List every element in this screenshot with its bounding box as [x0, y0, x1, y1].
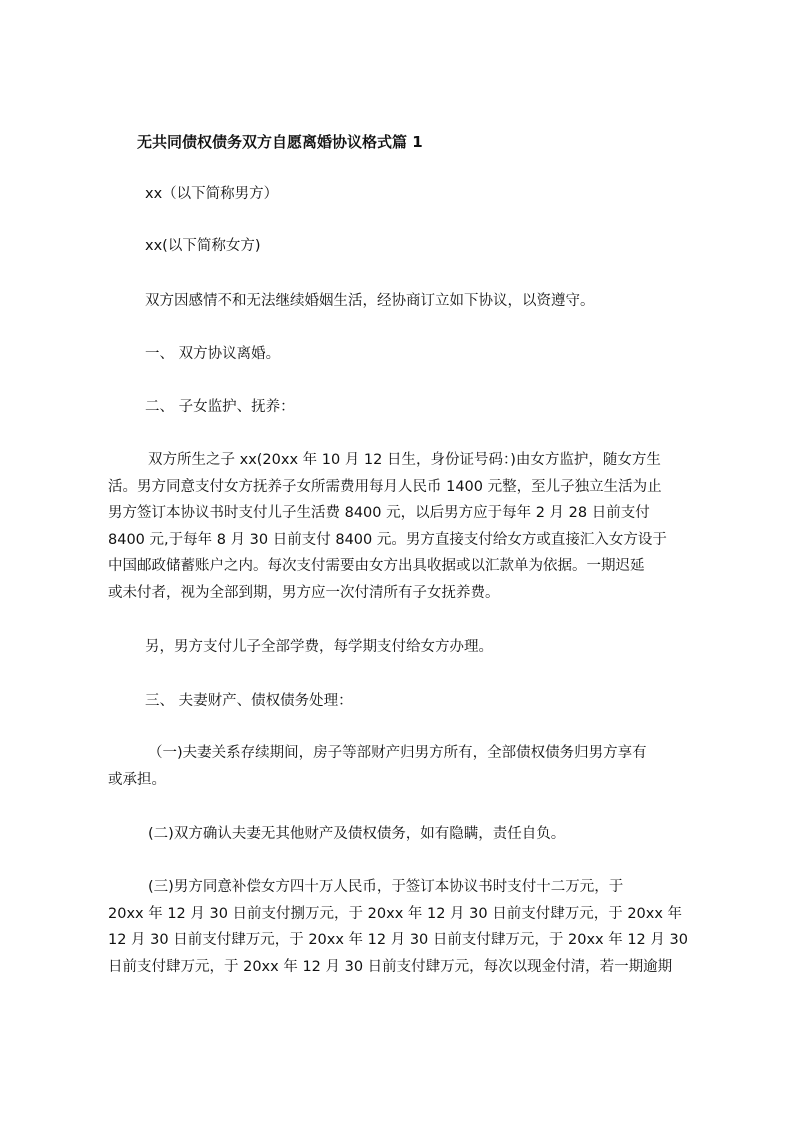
section-3-heading: 三、 夫妻财产、债权债务处理：: [145, 693, 353, 709]
section-1-heading: 一、 双方协议离婚。: [145, 346, 281, 362]
paragraph-line: 或承担。: [108, 771, 166, 788]
section-2-heading: 二、 子女监护、抚养：: [145, 399, 295, 415]
paragraph-line: （一)夫妻关系存续期间，房子等部财产归男方所有，全部债权债务归男方享有: [148, 745, 647, 761]
property-paragraph-3: [108, 874, 698, 980]
intro-paragraph: 双方因感情不和无法继续婚姻生活，经协商订立如下协议，以资遵守。: [145, 293, 595, 309]
property-paragraph-1: [108, 740, 698, 793]
child-support-paragraph: [108, 447, 698, 607]
paragraph-line: (三)男方同意补偿女方四十万人民币，于签订本协议书时支付十二万元，于: [148, 879, 624, 895]
paragraph-line: 或未付者，视为全部到期，男方应一次付清所有子女抚养费。: [108, 584, 500, 601]
paragraph-line: 活。男方同意支付女方抚养子女所需费用每月人民币 1400 元整，至儿子独立生活为止: [108, 478, 662, 495]
paragraph-line: 男方签订本协议书时支付儿子生活费 8400 元，以后男方应于每年 2 月 28 日前支付: [108, 505, 650, 522]
tuition-paragraph: 另，男方支付儿子全部学费，每学期支付给女方办理。: [145, 639, 493, 655]
document-title: 无共同债权债务双方自愿离婚协议格式篇 1: [137, 133, 423, 151]
party-male: xx（以下简称男方）: [145, 186, 279, 202]
party-female: xx(以下简称女方): [145, 238, 261, 254]
paragraph-line: 双方所生之子 xx(20xx 年 10 月 12 日生，身份证号码：)由女方监护，随女方生: [148, 452, 661, 468]
paragraph-line: 12 月 30 日前支付肆万元，于 20xx 年 12 月 30 日前支付肆万元，于 20xx 年 12 月 30: [108, 932, 688, 949]
paragraph-line: 日前支付肆万元，于 20xx 年 12 月 30 日前支付肆万元，每次以现金付清，若一期逾期: [108, 958, 673, 975]
property-paragraph-2: (二)双方确认夫妻无其他财产及债权债务，如有隐瞒，责任自负。: [148, 826, 566, 842]
paragraph-line: 中国邮政储蓄账户之内。每次支付需要由女方出具收据或以汇款单为依据。一期迟延: [108, 558, 645, 575]
paragraph-line: 8400 元,于每年 8 月 30 日前支付 8400 元。男方直接支付给女方或直接汇入女方设于: [108, 531, 667, 548]
paragraph-line: 20xx 年 12 月 30 日前支付捌万元，于 20xx 年 12 月 30 日前支付肆万元，于 20xx 年: [108, 905, 683, 922]
